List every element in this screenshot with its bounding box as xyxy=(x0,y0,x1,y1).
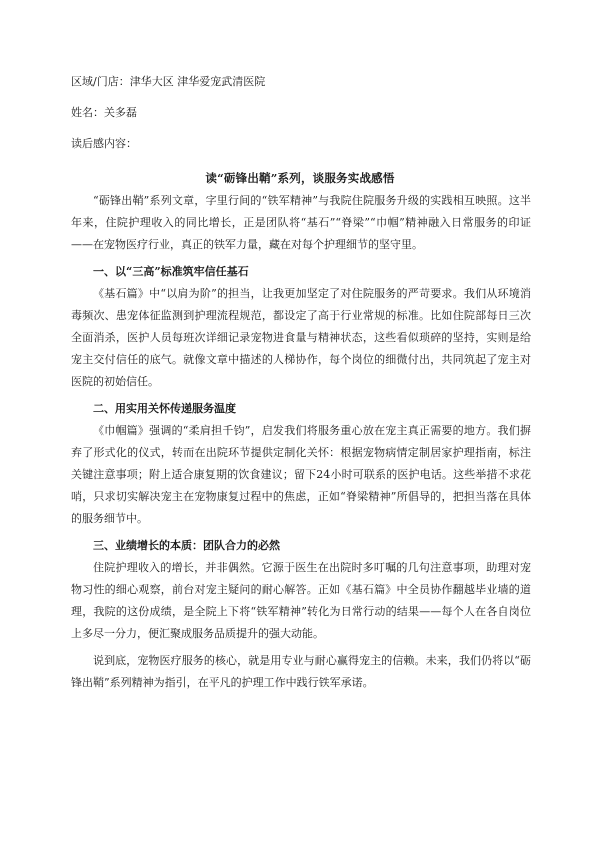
content-label: 读后感内容： xyxy=(71,137,137,150)
section-heading-2: 二、用实用关怀传递服务温度 xyxy=(93,402,236,415)
name-line: 姓名：关多磊 xyxy=(71,106,137,119)
section-body-3: 住院护理收入的增长，并非偶然。它源于医生在出院时多叮嘱的几句注意事项，助理对宠物习性的细心观察，前台对宠主疑问的耐心解答。正如《基石篇》中全员协作翻越毕业墙的道理，我院的这份成绩，是全院上下将“铁军精神”转化为日常行动的结果——每个人在各自岗位上多尽一分力，便汇聚成服务品质提升的强大动能。 xyxy=(71,561,531,640)
section-heading-1: 一、以“三高”标准筑牢信任基石 xyxy=(93,265,249,278)
store-line: 区域/门店：津华大区 津华爱宠武清医院 xyxy=(71,75,266,88)
section-heading-3: 三、业绩增长的本质：团队合力的必然 xyxy=(93,539,280,552)
section-body-1: 《基石篇》中“以肩为阶”的担当，让我更加坚定了对住院服务的严苛要求。我们从环境消毒频次、患宠体征监测到护理流程规范，都设定了高于行业常规的标准。比如住院部每日三次全面消杀，医护人员每班次详细记录宠物进食量与精神状态，这些看似琐碎的坚持，实则是给宠主交付信任的底气。就像文章中描述的人梯协作，每个岗位的细微付出，共同筑起了宠主对医院的初始信任。 xyxy=(71,287,531,388)
article-body xyxy=(71,190,531,694)
article-title: 读“砺锋出鞘”系列，谈服务实战感悟 xyxy=(205,171,395,185)
section-body-2: 《巾帼篇》强调的“柔肩担千钧”，启发我们将服务重心放在宠主真正需要的地方。我们摒弃了形式化的仪式，转而在出院环节提供定制化关怀：根据宠物病情定制居家护理指南，标注关键注意事项；附上适合康复期的饮食建议；留下24小时可联系的医护电话。这些举措不求花哨，只求切实解决宠主在宠物康复过程中的焦虑，正如“脊梁精神”所倡导的，把担当落在具体的服务细节中。 xyxy=(71,424,531,525)
intro-paragraph: “砺锋出鞘”系列文章，字里行间的“铁军精神”与我院住院服务升级的实践相互映照。这半年来，住院护理收入的同比增长，正是团队将“基石”“脊梁”“巾帼”精神融入日常服务的印证——在宠物医疗行业，真正的铁军力量，藏在对每个护理细节的坚守里。 xyxy=(71,194,531,251)
conclusion-paragraph: 说到底，宠物医疗服务的核心，就是用专业与耐心赢得宠主的信赖。未来，我们仍将以“砺锋出鞘”系列精神为指引，在平凡的护理工作中践行铁军承诺。 xyxy=(71,654,531,689)
